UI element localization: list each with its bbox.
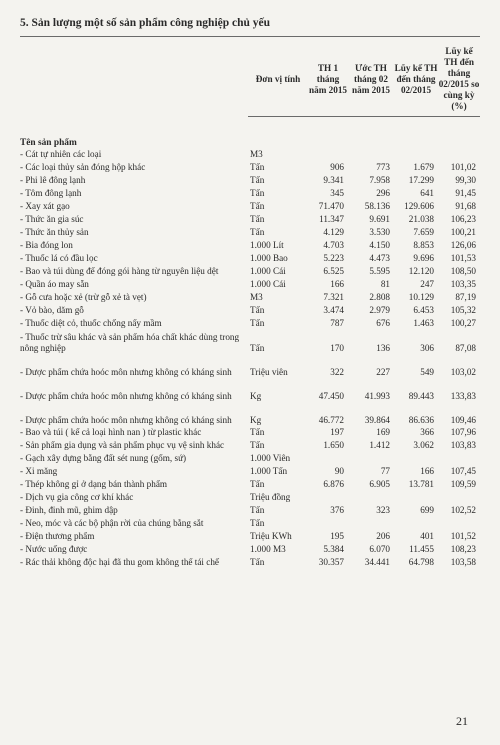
value-col1-cell	[308, 148, 348, 161]
table-row	[20, 148, 480, 161]
unit-cell: Tấn	[250, 227, 265, 237]
value-col4-cell: 87,19	[455, 292, 476, 302]
value-col2-cell: 2.979	[369, 305, 390, 315]
value-col2-cell	[348, 452, 394, 465]
header-col4: Lũy kế TH đến tháng 02/2015 so cùng kỳ (%)	[438, 42, 480, 117]
unit-cell: Tấn	[250, 188, 265, 198]
value-col3-cell: 549	[420, 367, 434, 377]
value-col4-cell: 91,68	[455, 201, 476, 211]
value-col1-cell: 6.876	[323, 479, 344, 489]
value-col1-cell: 4.703	[323, 240, 344, 250]
product-name-cell: - Gỗ cưa hoặc xẻ (trừ gỗ xẻ tà vẹt)	[20, 292, 147, 302]
value-col1-cell	[308, 491, 348, 504]
value-col1-cell: 46.772	[318, 415, 344, 425]
table-row	[20, 452, 480, 465]
value-col4-cell: 103,02	[450, 367, 476, 377]
unit-cell: Triệu đồng	[250, 492, 291, 502]
table-row	[20, 226, 480, 239]
product-name-cell: - Thuốc lá có đầu lọc	[20, 253, 98, 263]
value-col4-cell: 109,46	[450, 415, 476, 425]
value-col3-cell: 699	[420, 505, 434, 515]
table-header-row	[20, 42, 480, 117]
value-col4-cell	[438, 517, 480, 530]
table-row	[20, 291, 480, 304]
unit-cell: Kg	[250, 415, 262, 425]
value-col3-cell: 3.062	[413, 440, 434, 450]
value-col2-cell: 773	[376, 162, 390, 172]
value-col3-cell: 366	[420, 427, 434, 437]
value-col1-cell: 47.450	[318, 391, 344, 401]
value-col2-cell: 81	[380, 279, 390, 289]
unit-cell: Tấn	[250, 201, 265, 211]
value-col1-cell: 5.384	[323, 544, 344, 554]
unit-cell: Kg	[250, 391, 262, 401]
page-number: 21	[456, 714, 468, 728]
product-name-text: - Dược phẩm chứa hoóc môn nhưng không có kháng sinh	[20, 415, 232, 425]
value-col1-cell	[308, 517, 348, 530]
header-col2: Ước TH tháng 02 năm 2015	[348, 42, 394, 117]
value-col4-cell: 100,21	[450, 227, 476, 237]
table-row	[20, 252, 480, 265]
table-row	[20, 239, 480, 252]
value-col1-cell: 166	[330, 279, 344, 289]
table-row	[20, 465, 480, 478]
title-divider	[20, 36, 480, 37]
value-col4-cell	[438, 452, 480, 465]
header-unit: Đơn vị tính	[248, 42, 308, 117]
value-col2-cell	[348, 148, 394, 161]
product-name-cell	[20, 378, 248, 402]
value-col4-cell: 99,30	[455, 175, 476, 185]
product-name-text: - Dược phẩm chứa hoóc môn nhưng không có kháng sinh	[20, 391, 232, 401]
value-col4-cell: 91,45	[455, 188, 476, 198]
value-col3-cell: 1.679	[413, 162, 434, 172]
table-row	[20, 265, 480, 278]
unit-cell: Tấn	[250, 557, 265, 567]
section-label: Tên sản phẩm	[20, 138, 77, 148]
product-name-cell: - Thức ăn thủy sản	[20, 227, 89, 237]
unit-cell: Tấn	[250, 305, 265, 315]
value-col1-cell: 170	[330, 343, 344, 353]
value-col3-cell: 10.129	[408, 292, 434, 302]
unit-cell: Tấn	[250, 518, 265, 528]
value-col2-cell: 39.864	[364, 415, 390, 425]
value-col2-cell: 3.530	[369, 227, 390, 237]
product-name-cell: - Các loại thủy sản đóng hộp khác	[20, 162, 146, 172]
header-col1: TH 1 tháng năm 2015	[308, 42, 348, 117]
table-row	[20, 478, 480, 491]
value-col2-cell: 58.136	[364, 201, 390, 211]
product-name-cell: - Thức ăn gia súc	[20, 214, 84, 224]
value-col3-cell: 64.798	[408, 557, 434, 567]
page-title: 5. Sản lượng một số sản phẩm công nghiệp chủ yếu	[20, 17, 271, 29]
value-col4-cell: 101,52	[450, 531, 476, 541]
product-name-cell: - Gạch xây dựng bằng đất sét nung (gốm, sứ)	[20, 453, 187, 463]
value-col4-cell	[438, 491, 480, 504]
table-row	[20, 491, 480, 504]
product-name-cell: - Neo, móc và các bộ phận rời của chúng bằng sắt	[20, 518, 204, 528]
value-col3-cell: 86.636	[408, 415, 434, 425]
value-col1-cell: 71.470	[318, 201, 344, 211]
product-name-cell: - Điện thương phẩm	[20, 531, 95, 541]
value-col1-cell: 90	[334, 466, 344, 476]
table-row	[20, 530, 480, 543]
value-col2-cell: 169	[376, 427, 390, 437]
product-name-cell: - Sản phẩm gia dụng và sản phẩm phục vụ vệ sinh khác	[20, 440, 225, 450]
value-col1-cell: 9.341	[323, 175, 344, 185]
unit-cell: M3	[250, 149, 263, 159]
table-row	[20, 517, 480, 530]
value-col2-cell: 2.808	[369, 292, 390, 302]
value-col2-cell: 206	[376, 531, 390, 541]
product-name-cell: - Nước uống được	[20, 544, 88, 554]
product-name-cell: - Cát tự nhiên các loại	[20, 149, 102, 159]
unit-cell: Tấn	[250, 479, 265, 489]
table-row	[20, 174, 480, 187]
unit-cell: Tấn	[250, 440, 265, 450]
value-col3-cell: 89.443	[408, 391, 434, 401]
unit-cell: M3	[250, 292, 263, 302]
value-col3-cell: 641	[420, 188, 434, 198]
table-row	[20, 213, 480, 226]
value-col4-cell: 106,23	[450, 214, 476, 224]
product-name-cell: - Bao và túi dùng để đóng gói hàng từ nguyên liệu dệt	[20, 266, 219, 276]
table-row	[20, 187, 480, 200]
value-col3-cell: 9.696	[413, 253, 434, 263]
value-col3-cell	[394, 517, 438, 530]
value-col4-cell: 100,27	[450, 318, 476, 328]
value-col1-cell	[308, 452, 348, 465]
table-row	[20, 504, 480, 517]
value-col1-cell: 197	[330, 427, 344, 437]
unit-cell: 1.000 M3	[250, 544, 286, 554]
value-col2-cell: 34.441	[364, 557, 390, 567]
value-col4-cell: 107,45	[450, 466, 476, 476]
unit-cell: Triệu KWh	[250, 531, 292, 541]
unit-cell: Tấn	[250, 318, 265, 328]
value-col2-cell: 9.691	[369, 214, 390, 224]
value-col3-cell: 13.781	[408, 479, 434, 489]
value-col3-cell: 401	[420, 531, 434, 541]
unit-cell: 1.000 Tấn	[250, 466, 288, 476]
value-col2-cell: 323	[376, 505, 390, 515]
value-col2-cell	[348, 491, 394, 504]
value-col3-cell: 247	[420, 279, 434, 289]
unit-cell: 1.000 Cái	[250, 279, 286, 289]
product-name-cell	[20, 354, 248, 378]
product-name-cell	[20, 402, 248, 426]
value-col2-cell: 4.150	[369, 240, 390, 250]
unit-cell: Tấn	[250, 214, 265, 224]
product-name-text: - Dược phẩm chứa hoóc môn nhưng không có kháng sinh	[20, 367, 232, 377]
value-col1-cell: 906	[330, 162, 344, 172]
unit-cell: 1.000 Lít	[250, 240, 284, 250]
product-name-text: - Thuốc trừ sâu khác và sản phẩm hóa chất khác dùng trong nông nghiệp	[20, 332, 240, 353]
unit-cell: Tấn	[250, 427, 265, 437]
value-col3-cell	[394, 452, 438, 465]
value-col2-cell: 5.595	[369, 266, 390, 276]
value-col3-cell	[394, 491, 438, 504]
value-col1-cell: 5.223	[323, 253, 344, 263]
value-col4-cell: 103,58	[450, 557, 476, 567]
value-col2-cell: 41.993	[364, 391, 390, 401]
value-col3-cell: 1.463	[413, 318, 434, 328]
table-row	[20, 161, 480, 174]
value-col3-cell: 129.606	[404, 201, 434, 211]
unit-cell: Tấn	[250, 162, 265, 172]
value-col4-cell	[438, 148, 480, 161]
table-row	[20, 354, 480, 378]
section-row	[20, 117, 480, 149]
product-name-cell: - Bia đóng lon	[20, 240, 73, 250]
value-col4-cell: 101,02	[450, 162, 476, 172]
value-col1-cell: 1.650	[323, 440, 344, 450]
product-name-cell: - Quần áo may sẵn	[20, 279, 89, 289]
product-name-cell	[20, 330, 248, 354]
value-col4-cell: 87,08	[455, 343, 476, 353]
value-col1-cell: 3.474	[323, 305, 344, 315]
table-row	[20, 378, 480, 402]
product-name-cell: - Rác thải không độc hại đã thu gom không thể tái chế	[20, 557, 220, 567]
table-row	[20, 543, 480, 556]
value-col4-cell: 101,53	[450, 253, 476, 263]
unit-cell: Triệu viên	[250, 367, 288, 377]
unit-cell: 1.000 Viên	[250, 453, 291, 463]
table-row	[20, 278, 480, 291]
value-col4-cell: 108,23	[450, 544, 476, 554]
unit-cell: Tấn	[250, 343, 265, 353]
table-body	[20, 117, 480, 570]
product-name-cell: - Vỏ bào, dăm gỗ	[20, 305, 84, 315]
value-col3-cell: 12.120	[408, 266, 434, 276]
table-row	[20, 426, 480, 439]
header-col3: Lũy kế TH đến tháng 02/2015	[394, 42, 438, 117]
unit-cell: Tấn	[250, 505, 265, 515]
value-col4-cell: 133,83	[450, 391, 476, 401]
unit-cell: 1.000 Cái	[250, 266, 286, 276]
value-col1-cell: 322	[330, 367, 344, 377]
product-name-cell: - Xi măng	[20, 466, 58, 476]
product-name-cell: - Thép không gỉ ở dạng bán thành phẩm	[20, 479, 168, 489]
value-col2-cell: 227	[376, 367, 390, 377]
product-name-cell: - Tôm đông lạnh	[20, 188, 82, 198]
product-name-cell: - Đinh, đinh mũ, ghim dập	[20, 505, 118, 515]
value-col3-cell: 17.299	[408, 175, 434, 185]
value-col2-cell: 296	[376, 188, 390, 198]
product-name-cell: - Xay xát gạo	[20, 201, 70, 211]
table-row	[20, 304, 480, 317]
unit-cell: Tấn	[250, 175, 265, 185]
value-col1-cell: 345	[330, 188, 344, 198]
table-row	[20, 330, 480, 354]
header-name-cell	[20, 42, 248, 117]
value-col2-cell: 136	[376, 343, 390, 353]
value-col1-cell: 11.347	[319, 214, 344, 224]
value-col3-cell: 8.853	[413, 240, 434, 250]
value-col4-cell: 107,96	[450, 427, 476, 437]
value-col2-cell: 1.412	[369, 440, 390, 450]
value-col3-cell: 6.453	[413, 305, 434, 315]
table-row	[20, 402, 480, 426]
value-col1-cell: 376	[330, 505, 344, 515]
value-col3-cell: 306	[420, 343, 434, 353]
value-col4-cell: 126,06	[450, 240, 476, 250]
value-col1-cell: 195	[330, 531, 344, 541]
product-name-cell: - Thuốc diệt cỏ, thuốc chống nấy mầm	[20, 318, 162, 328]
value-col2-cell: 77	[380, 466, 390, 476]
value-col2-cell	[348, 517, 394, 530]
product-name-cell: - Dịch vụ gia công cơ khí khác	[20, 492, 134, 502]
value-col4-cell: 108,50	[450, 266, 476, 276]
value-col3-cell	[394, 148, 438, 161]
value-col1-cell: 6.525	[323, 266, 344, 276]
value-col2-cell: 7.958	[369, 175, 390, 185]
value-col3-cell: 166	[420, 466, 434, 476]
value-col3-cell: 7.659	[413, 227, 434, 237]
value-col1-cell: 787	[330, 318, 344, 328]
value-col3-cell: 11.455	[409, 544, 434, 554]
value-col2-cell: 676	[376, 318, 390, 328]
product-name-cell: - Bao và túi ( kể cả loại hình nan ) từ plastic khác	[20, 427, 202, 437]
value-col2-cell: 6.905	[369, 479, 390, 489]
table-row	[20, 439, 480, 452]
product-name-cell: - Phi lê đông lạnh	[20, 175, 86, 185]
value-col4-cell: 109,59	[450, 479, 476, 489]
value-col4-cell: 103,35	[450, 279, 476, 289]
value-col2-cell: 4.473	[369, 253, 390, 263]
table-row	[20, 556, 480, 569]
value-col1-cell: 4.129	[323, 227, 344, 237]
production-table	[20, 42, 480, 569]
value-col2-cell: 6.070	[369, 544, 390, 554]
table-row	[20, 200, 480, 213]
value-col4-cell: 103,83	[450, 440, 476, 450]
unit-cell: 1.000 Bao	[250, 253, 288, 263]
value-col1-cell: 7.321	[323, 292, 344, 302]
value-col1-cell: 30.357	[318, 557, 344, 567]
value-col3-cell: 21.038	[408, 214, 434, 224]
table-row	[20, 317, 480, 330]
value-col4-cell: 105,32	[450, 305, 476, 315]
value-col4-cell: 102,52	[450, 505, 476, 515]
